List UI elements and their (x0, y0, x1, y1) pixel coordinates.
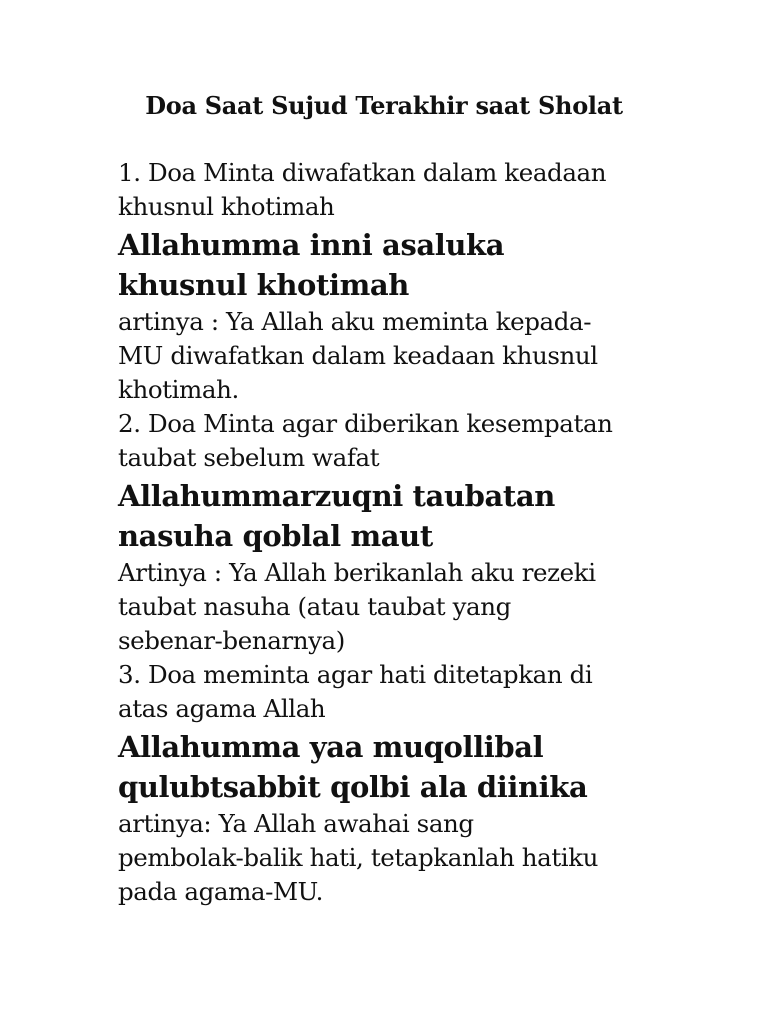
section-1-prayer-line-2: khusnul khotimah (118, 268, 409, 302)
section-3-meaning-line-1: artinya: Ya Allah awahai sang (118, 809, 474, 838)
section-1-heading-line-2: khusnul khotimah (118, 192, 335, 221)
section-2-meaning-line-1: Artinya : Ya Allah berikanlah aku rezeki (118, 558, 596, 587)
section-3-heading-line-2: atas agama Allah (118, 694, 326, 723)
section-3-heading-line-1: 3. Doa meminta agar hati ditetapkan di (118, 660, 593, 689)
section-2-meaning-line-2: taubat nasuha (atau taubat yang (118, 592, 511, 621)
section-2-prayer-line-2: nasuha qoblal maut (118, 519, 433, 553)
section-1-prayer-line-1: Allahumma inni asaluka (118, 228, 505, 262)
section-2-prayer-line-1: Allahummarzuqni taubatan (118, 479, 555, 513)
section-3-meaning-line-3: pada agama-MU. (118, 877, 324, 906)
document-title: Doa Saat Sujud Terakhir saat Sholat (145, 91, 623, 120)
section-2-heading-line-2: taubat sebelum wafat (118, 443, 380, 472)
section-3-prayer-line-1: Allahumma yaa muqollibal (118, 730, 544, 764)
section-2-heading-line-1: 2. Doa Minta agar diberikan kesempatan (118, 409, 613, 438)
section-1-meaning-line-2: MU diwafatkan dalam keadaan khusnul (118, 341, 598, 370)
section-3-meaning-line-2: pembolak-balik hati, tetapkanlah hatiku (118, 843, 599, 872)
section-1-meaning-line-3: khotimah. (118, 375, 239, 404)
section-1-heading-line-1: 1. Doa Minta diwafatkan dalam keadaan (118, 158, 607, 187)
section-3-prayer-line-2: qulubtsabbit qolbi ala diinika (118, 770, 588, 804)
section-2-meaning-line-3: sebenar-benarnya) (118, 626, 345, 655)
section-1-meaning-line-1: artinya : Ya Allah aku meminta kepada- (118, 307, 592, 336)
